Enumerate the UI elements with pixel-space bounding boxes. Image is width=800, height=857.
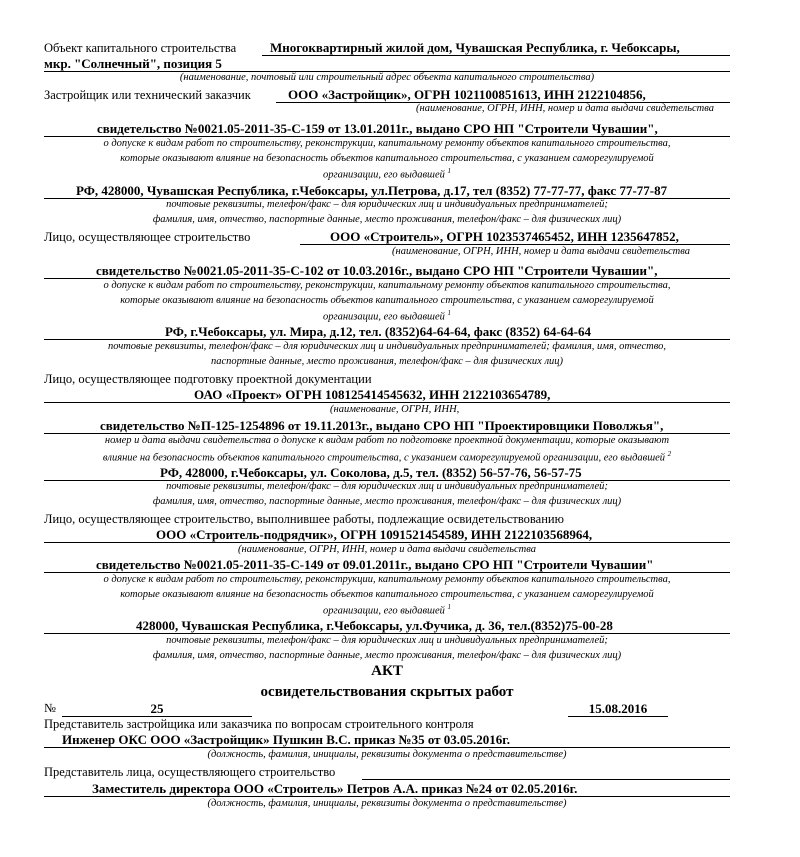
divider bbox=[44, 796, 730, 797]
builder-rep-label: Представитель лица, осуществляющего строительство bbox=[44, 765, 336, 779]
divider bbox=[300, 244, 730, 245]
contractor-hint3: которые оказывают влияние на безопасность объектов капитального строительства, с указанием саморегулируемой bbox=[120, 589, 654, 600]
contractor-certificate: свидетельство №0021.05-2011-35-С-149 от 09.01.2011г., выдано СРО НП "Строители Чувашии" bbox=[96, 557, 654, 572]
divider bbox=[362, 779, 730, 780]
divider bbox=[44, 572, 730, 573]
customer-rep-hint: (должность, фамилия, инициалы, реквизиты документа о представительстве) bbox=[207, 749, 567, 760]
designer-hint3: влияние на безопасность объектов капитального строительства, с указанием саморегулируемой организации, его выдавшей $^2$ bbox=[102, 450, 672, 464]
contractor-hint1: (наименование, ОГРН, ИНН, номер и дата выдачи свидетельства bbox=[238, 544, 536, 555]
designer-hint6: фамилия, имя, отчество, паспортные данные, место проживания, телефон/факс – для физических лиц) bbox=[152, 496, 622, 507]
object-value-line1: Многоквартирный жилой дом, Чувашская Республика, г. Чебоксары, bbox=[270, 40, 680, 55]
contractor-hint6: фамилия, имя, отчество, паспортные данные, место проживания, телефон/факс – для физических лиц) bbox=[152, 650, 622, 661]
developer-label: Застройщик или технический заказчик bbox=[44, 88, 251, 102]
divider bbox=[44, 747, 730, 748]
builder-hint4: организации, его выдавшей $^1$ bbox=[322, 309, 452, 323]
divider bbox=[568, 716, 668, 717]
object-hint: (наименование, почтовый или строительный адрес объекта капитального строительства) bbox=[179, 72, 595, 83]
divider bbox=[44, 278, 730, 279]
designer-label: Лицо, осуществляющее подготовку проектной документации bbox=[44, 372, 372, 386]
object-label: Объект капитального строительства bbox=[44, 41, 237, 55]
contractor-hint2: о допуске к видам работ по строительству, реконструкции, капитальному ремонту объектов капитального строительства, bbox=[103, 574, 671, 585]
designer-certificate: свидетельство №П-125-1254896 от 19.11.2013г., выдано СРО НП "Проектировщики Поволжья", bbox=[100, 418, 664, 433]
builder-address: РФ, г.Чебоксары, ул. Мира, д.12, тел. (8352)64-64-64, факс (8352) 64-64-64 bbox=[165, 324, 591, 339]
contractor-label: Лицо, осуществляющее строительство, выполнившее работы, подлежащие освидетельствованию bbox=[44, 512, 564, 526]
designer-hint1: (наименование, ОГРН, ИНН, bbox=[330, 404, 460, 415]
builder-hint2: о допуске к видам работ по строительству, реконструкции, капитальному ремонту объектов капитального строительства, bbox=[103, 280, 671, 291]
divider bbox=[44, 433, 730, 434]
builder-rep-hint: (должность, фамилия, инициалы, реквизиты документа о представительстве) bbox=[207, 798, 567, 809]
divider bbox=[44, 402, 730, 403]
builder-hint6: паспортные данные, место проживания, телефон/факс – для физических лиц) bbox=[210, 356, 564, 367]
divider bbox=[262, 55, 730, 56]
act-number: 25 bbox=[150, 701, 164, 716]
developer-certificate: свидетельство №0021.05-2011-35-С-159 от 13.01.2011г., выдано СРО НП "Строители Чувашии", bbox=[97, 121, 658, 136]
developer-hint1: (наименование, ОГРН, ИНН, номер и дата выдачи свидетельства bbox=[416, 103, 714, 114]
act-date: 15.08.2016 bbox=[588, 701, 648, 716]
builder-rep-value: Заместитель директора ООО «Строитель» Петров А.А. приказ №24 от 02.05.2016г. bbox=[92, 781, 578, 796]
designer-hint5: почтовые реквизиты, телефон/факс – для юридических лиц и индивидуальных предпринимателей; bbox=[166, 481, 608, 492]
designer-value: ОАО «Проект» ОГРН 108125414545632, ИНН 2122103654789, bbox=[194, 387, 551, 402]
act-subtitle: освидетельствования скрытых работ bbox=[260, 684, 514, 700]
divider bbox=[44, 542, 730, 543]
contractor-hint5: почтовые реквизиты, телефон/факс – для юридических лиц и индивидуальных предпринимателей; bbox=[166, 635, 608, 646]
act-number-label: № bbox=[44, 701, 56, 715]
developer-hint3: которые оказывают влияние на безопасность объектов капитального строительства, с указанием саморегулируемой bbox=[120, 153, 654, 164]
developer-hint5: почтовые реквизиты, телефон/факс – для юридических лиц и индивидуальных предпринимателей; bbox=[166, 199, 608, 210]
divider bbox=[44, 339, 730, 340]
designer-address: РФ, 428000, г.Чебоксары, ул. Соколова, д.5, тел. (8352) 56-57-76, 56-57-75 bbox=[160, 465, 582, 480]
contractor-hint4: организации, его выдавшей $^1$ bbox=[322, 603, 452, 617]
builder-value: ООО «Строитель», ОГРН 1023537465452, ИНН 1235647852, bbox=[330, 229, 679, 244]
act-title: АКТ bbox=[371, 663, 403, 679]
developer-hint4: организации, его выдавшей $^1$ bbox=[322, 167, 452, 181]
designer-hint2: номер и дата выдачи свидетельства о допуске к видам работ по подготовке проектной документации, которые оказывают bbox=[104, 435, 670, 446]
developer-value: ООО «Застройщик», ОГРН 1021100851613, ИНН 2122104856, bbox=[288, 87, 646, 102]
contractor-value: ООО «Строитель-подрядчик», ОГРН 1091521454589, ИНН 2122103568964, bbox=[156, 527, 593, 542]
builder-certificate: свидетельство №0021.05-2011-35-С-102 от 10.03.2016г., выдано СРО НП "Строители Чувашии", bbox=[96, 263, 658, 278]
object-value-line2: мкр. "Солнечный", позиция 5 bbox=[44, 56, 222, 71]
developer-address: РФ, 428000, Чувашская Республика, г.Чебоксары, ул.Петрова, д.17, тел (8352) 77-77-77, факс 77-77-87 bbox=[76, 183, 668, 198]
contractor-address: 428000, Чувашская Республика, г.Чебоксары, ул.Фучика, д. 36, тел.(8352)75-00-28 bbox=[136, 618, 613, 633]
customer-rep-value: Инженер ОКС ООО «Застройщик» Пушкин В.С. приказ №35 от 03.05.2016г. bbox=[62, 732, 510, 747]
builder-hint1: (наименование, ОГРН, ИНН, номер и дата выдачи свидетельства bbox=[392, 246, 690, 257]
builder-label: Лицо, осуществляющее строительство bbox=[44, 230, 251, 244]
builder-hint3: которые оказывают влияние на безопасность объектов капитального строительства, с указанием саморегулируемой bbox=[120, 295, 654, 306]
developer-hint6: фамилия, имя, отчество, паспортные данные, место проживания, телефон/факс – для физических лиц) bbox=[152, 214, 622, 225]
developer-hint2: о допуске к видам работ по строительству, реконструкции, капитальному ремонту объектов капитального строительства, bbox=[103, 138, 671, 149]
divider bbox=[44, 136, 730, 137]
customer-rep-label: Представитель застройщика или заказчика по вопросам строительного контроля bbox=[44, 717, 474, 731]
divider bbox=[44, 633, 730, 634]
builder-hint5: почтовые реквизиты, телефон/факс – для юридических лиц и индивидуальных предпринимателей; фамилия, имя, отчество, bbox=[107, 341, 666, 352]
